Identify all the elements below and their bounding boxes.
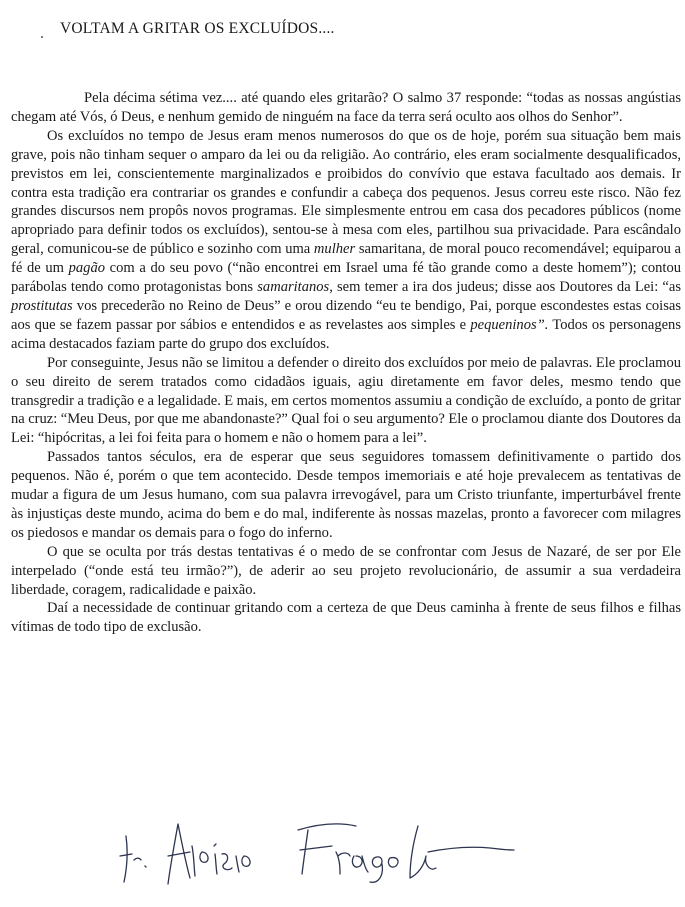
text-segment: Todos os personagens acima destacados faziam parte do grupo dos excluídos. — [11, 316, 681, 352]
text-segment: Por conseguinte, Jesus não se limitou a defender o direito dos excluídos por meio de palavras. Ele proclamou o seu direito de serem tratados como cidadãos iguais, agiu diretamente em favor deles, mesmo tendo que transgredir a tradição e a legalidade. E mais, em certos momentos assumiu a condição de excluído, a ponto de gritar na cruz: “Meu Deus, por que me abandonaste?” Qual foi o seu argumento? Ele o proclamou diante dos Doutores da Lei: “hipócritas, a lei foi feita para o homem e não o homem para a lei”. — [11, 354, 681, 447]
paragraph — [11, 127, 681, 354]
italic-text: prostitutas — [11, 297, 73, 314]
text-segment: com a do seu povo (“não encontrei em Israel uma fé tão grande como a deste homem”); contou parábolas tendo como protagonistas bons — [11, 260, 681, 296]
text-segment: , sem temer a ira dos judeus; disse aos Doutores da Lei: “as — [329, 279, 681, 296]
italic-text: pagão — [68, 260, 105, 277]
document-body — [11, 89, 681, 637]
italic-text: samaritanos — [257, 279, 330, 296]
handwritten-signature — [118, 816, 528, 888]
paragraph — [11, 89, 681, 127]
document-title: VOLTAM A GRITAR OS EXCLUÍDOS.... — [60, 20, 335, 37]
paragraph — [11, 448, 681, 543]
italic-text: mulher — [313, 241, 356, 258]
text-segment: Pela décima sétima vez.... até quando eles gritarão? O salmo 37 responde: “todas as nossas angústias chegam até Vós, ó Deus, e nenhum gemido de ninguém na face da terra será oculto aos olhos do Senhor”. — [11, 90, 681, 125]
text-segment: samaritana, de moral pouco recomendável; equiparou a fé de um — [11, 241, 681, 277]
text-segment: vos precederão no Reino de Deus” e orou dizendo “eu te bendigo, Pai, porque escondestes estas coisas aos que se fazem passar por sábios e entendidos e as revelastes aos simples e — [11, 297, 681, 333]
text-segment: Passados tantos séculos, era de esperar que seus seguidores tomassem definitivamente o partido dos pequenos. Não é, porém o que tem acontecido. Desde tempos imemoriais e até hoje prevalecem as tentativas de mudar a figura de um Jesus humano, com sua palavra irrevogável, para um Cristo triunfante, imperturbável frente às injustiças deste mundo, acima do bem e do mal, indiferente às nossas mazelas, pronto a favorecer com milagres os piedosos e mandar os demais para o fogo do inferno. — [11, 449, 681, 541]
text-segment: O que se oculta por trás destas tentativas é o medo de se confrontar com Jesus de Nazaré, de ser por Ele interpelado (“onde está teu irmão?”), de aderir ao seu projeto revolucionário, de assumir a sua verdadeira liberdade, coragem, radicalidade e paixão. — [11, 543, 681, 598]
paragraph — [11, 543, 681, 600]
paragraph — [11, 354, 681, 449]
italic-text: pequeninos”. — [470, 316, 549, 333]
text-segment: Daí a necessidade de continuar gritando com a certeza de que Deus caminha à frente de seus filhos e filhas vítimas de todo tipo de exclusão. — [11, 600, 681, 636]
stray-mark — [41, 36, 43, 38]
text-segment: Os excluídos no tempo de Jesus eram menos numerosos do que os de hoje, porém sua situação bem mais grave, pois não tinham sequer o amparo da lei ou da religião. Ao contrário, eles eram socialmente desqualificados, previstos em lei, conscientemente marginalizados e proibidos do convívio que estava facultado aos demais. Ir contra esta tradição era contrariar os grandes e confundir a cabeça dos pequenos. Jesus correu este risco. Não fez grandes discursos nem propôs novos programas. Ele simplesmente entrou em casa dos pecadores públicos (nome apropriado para definir todos os excluídos), sentou-se à mesa com eles, partilhou sua privacidade. Para escândalo geral, comunicou-se de público e sozinho com uma — [11, 127, 681, 258]
paragraph — [11, 599, 681, 637]
